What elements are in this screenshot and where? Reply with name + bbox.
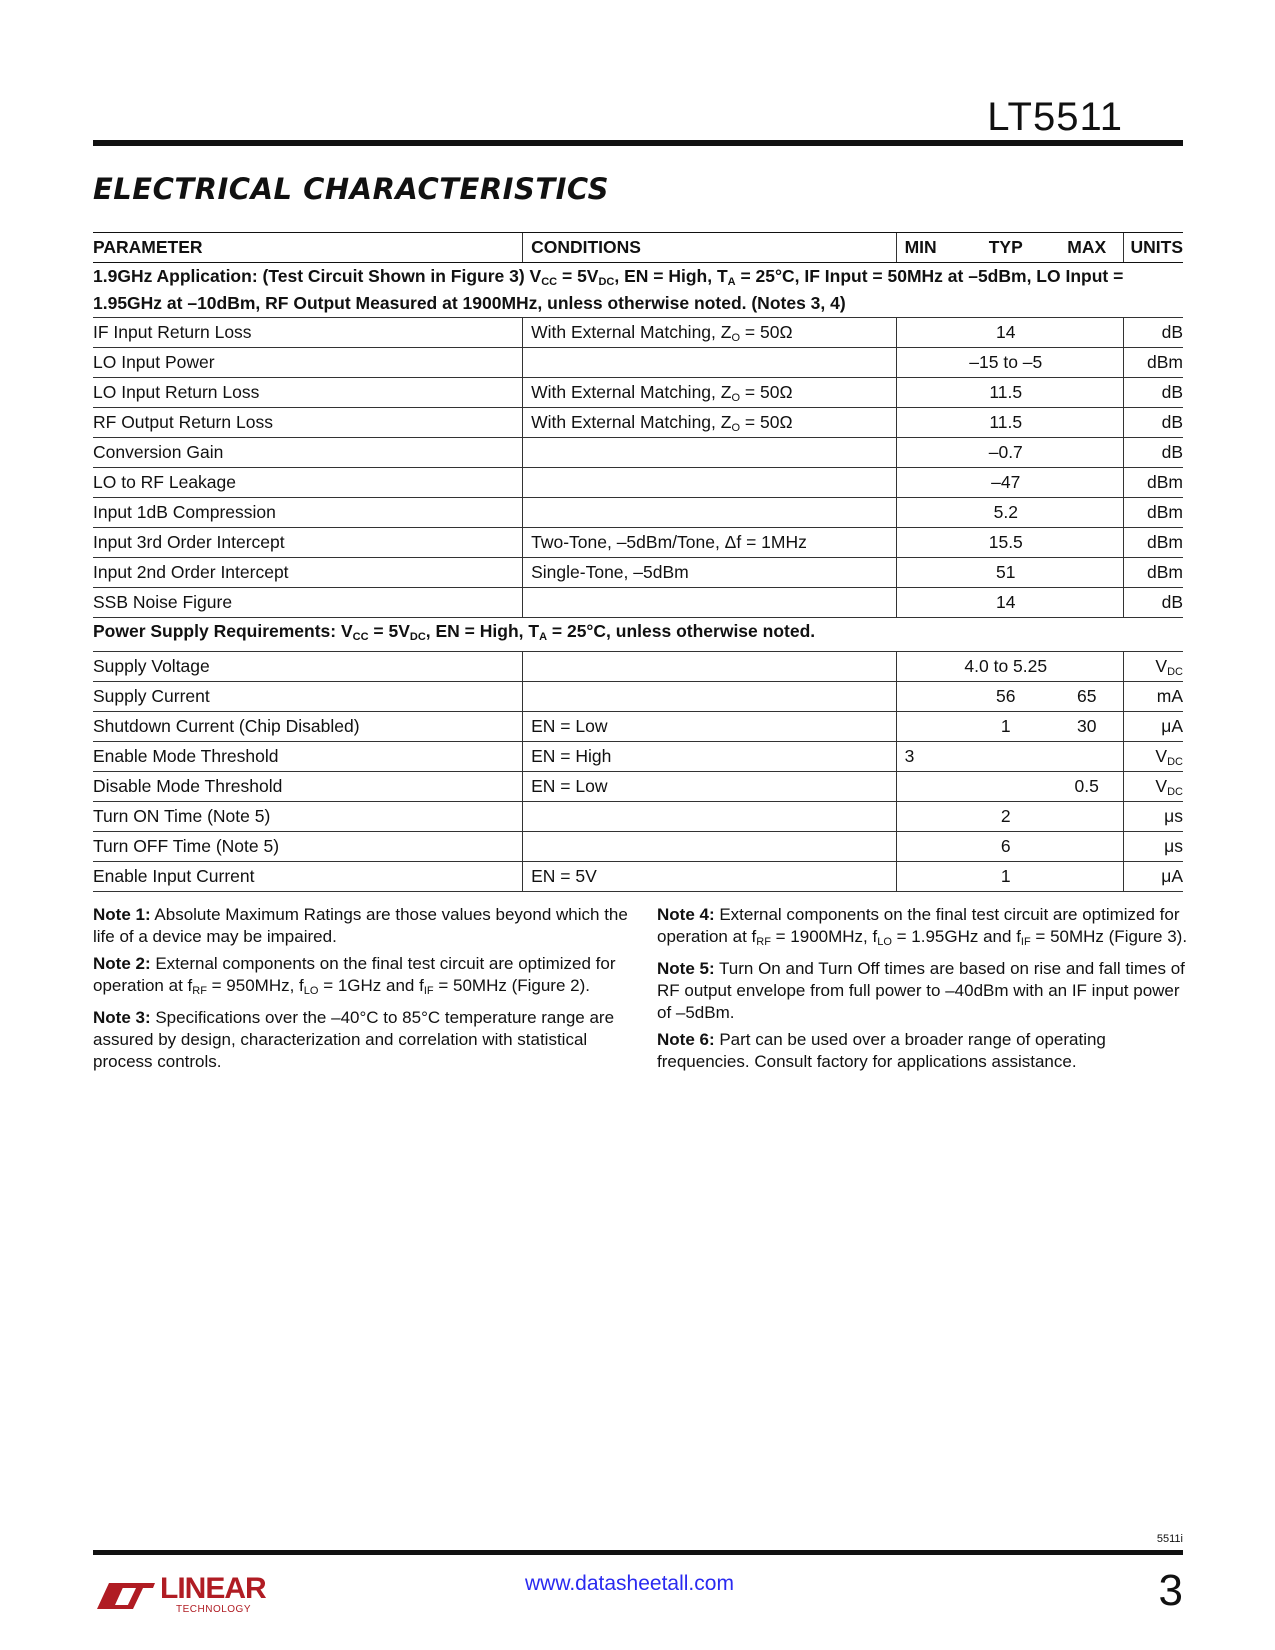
header-rule — [93, 140, 1183, 146]
cell-conditions — [523, 468, 896, 498]
cell-parameter: Input 2nd Order Intercept — [93, 558, 523, 588]
cell-parameter: SSB Noise Figure — [93, 588, 523, 618]
cell-conditions: Two-Tone, –5dBm/Tone, Δf = 1MHz — [523, 528, 896, 558]
section-title: ELECTRICAL CHARACTERISTICS — [93, 172, 610, 206]
cell-min — [896, 468, 961, 498]
cell-units: dBm — [1124, 498, 1183, 528]
cell-typ: 14 — [961, 588, 1050, 618]
cell-max — [1050, 558, 1124, 588]
cell-min — [896, 712, 961, 742]
col-units: UNITS — [1124, 233, 1183, 263]
cell-conditions: EN = Low — [523, 712, 896, 742]
cell-max — [1050, 468, 1124, 498]
cell-typ: 15.5 — [961, 528, 1050, 558]
cell-max: 0.5 — [1050, 772, 1124, 802]
cell-units: dB — [1124, 318, 1183, 348]
cell-parameter: Turn OFF Time (Note 5) — [93, 832, 523, 862]
cell-units: $V_{DC}$ — [1124, 742, 1183, 772]
cell-units: μs — [1124, 832, 1183, 862]
cell-min — [896, 682, 961, 712]
electrical-characteristics-table — [93, 232, 1183, 892]
linear-technology-logo-icon — [95, 1577, 157, 1611]
cell-min — [896, 378, 961, 408]
section-2-text: Power Supply Requirements: $V_{CC} = 5V_{DC}$, EN = High, $T_A = 25^\circ C$, unless otherwise noted. — [93, 618, 1183, 652]
cell-parameter: LO to RF Leakage — [93, 468, 523, 498]
cell-units: μs — [1124, 802, 1183, 832]
doc-code: 5511i — [1156, 1533, 1183, 1545]
cell-conditions: With External Matching, $Z_O = 50\Omega$ — [523, 318, 896, 348]
cell-typ: –0.7 — [961, 438, 1050, 468]
cell-min — [896, 528, 961, 558]
cell-units: dB — [1124, 378, 1183, 408]
cell-parameter: Conversion Gain — [93, 438, 523, 468]
cell-conditions: EN = Low — [523, 772, 896, 802]
cell-parameter: IF Input Return Loss — [93, 318, 523, 348]
cell-min — [896, 438, 961, 468]
cell-min — [896, 408, 961, 438]
table-row — [93, 438, 1183, 468]
cell-parameter: Shutdown Current (Chip Disabled) — [93, 712, 523, 742]
cell-units: $V_{DC}$ — [1124, 772, 1183, 802]
cell-parameter: Enable Input Current — [93, 862, 523, 892]
table-row — [93, 742, 1183, 772]
cell-typ: 1 — [961, 862, 1050, 892]
cell-units: dB — [1124, 408, 1183, 438]
table-row — [93, 772, 1183, 802]
cell-min — [896, 802, 961, 832]
cell-parameter: Input 1dB Compression — [93, 498, 523, 528]
cell-min — [896, 588, 961, 618]
cell-units: μA — [1124, 712, 1183, 742]
cell-typ: 14 — [961, 318, 1050, 348]
cell-max — [1050, 862, 1124, 892]
cell-typ: 4.0 to 5.25 — [961, 652, 1050, 682]
cell-conditions — [523, 802, 896, 832]
table-row — [93, 862, 1183, 892]
footer-rule — [93, 1550, 1183, 1555]
table-row — [93, 588, 1183, 618]
cell-max — [1050, 408, 1124, 438]
cell-units: $V_{DC}$ — [1124, 652, 1183, 682]
cell-conditions — [523, 682, 896, 712]
cell-typ: 51 — [961, 558, 1050, 588]
section-row-power-supply — [93, 618, 1183, 652]
table-row — [93, 528, 1183, 558]
cell-max — [1050, 832, 1124, 862]
cell-max — [1050, 742, 1124, 772]
table-row — [93, 378, 1183, 408]
cell-units: dBm — [1124, 558, 1183, 588]
cell-parameter: Supply Current — [93, 682, 523, 712]
logo-text: LINEAR — [160, 1572, 266, 1605]
cell-typ: 11.5 — [961, 378, 1050, 408]
table-row — [93, 682, 1183, 712]
cell-min — [896, 348, 961, 378]
cell-typ: –47 — [961, 468, 1050, 498]
cell-conditions — [523, 652, 896, 682]
cell-max — [1050, 348, 1124, 378]
table-row — [93, 348, 1183, 378]
cell-max — [1050, 588, 1124, 618]
note-4: Note 4: External components on the final test circuit are optimized for operation at $f_{RF} = 1900MHz$, $f_{LO} = 1.95GHz$ and $f_{IF} = 50MHz$ (Figure 3). — [657, 905, 1188, 948]
table-row — [93, 652, 1183, 682]
cell-min — [896, 832, 961, 862]
note-3: Note 3: Specifications over the –40°C to 85°C temperature range are assured by design, characterization and correlation with statistical process controls. — [93, 1008, 615, 1071]
cell-min: 3 — [896, 742, 961, 772]
cell-conditions: EN = 5V — [523, 862, 896, 892]
cell-units: dBm — [1124, 348, 1183, 378]
cell-conditions — [523, 498, 896, 528]
cell-units: mA — [1124, 682, 1183, 712]
cell-units: dBm — [1124, 528, 1183, 558]
cell-units: dBm — [1124, 468, 1183, 498]
cell-min — [896, 318, 961, 348]
table-row — [93, 558, 1183, 588]
cell-min — [896, 558, 961, 588]
cell-min — [896, 772, 961, 802]
cell-parameter: Disable Mode Threshold — [93, 772, 523, 802]
notes-right-column — [657, 904, 1197, 1078]
table-row — [93, 498, 1183, 528]
cell-typ — [961, 742, 1050, 772]
cell-conditions: With External Matching, $Z_O = 50\Omega$ — [523, 408, 896, 438]
cell-conditions: With External Matching, $Z_O = 50\Omega$ — [523, 378, 896, 408]
cell-max — [1050, 498, 1124, 528]
cell-max — [1050, 652, 1124, 682]
section-row-1p9ghz — [93, 263, 1183, 318]
table-row — [93, 468, 1183, 498]
note-6: Note 6: Part can be used over a broader range of operating frequencies. Consult factory for applications assistance. — [657, 1030, 1106, 1071]
cell-max: 65 — [1050, 682, 1124, 712]
cell-conditions — [523, 588, 896, 618]
note-5: Note 5: Turn On and Turn Off times are based on rise and fall times of RF output envelope from full power to –40dBm with an IF input power of –5dBm. — [657, 959, 1185, 1022]
cell-conditions: Single-Tone, –5dBm — [523, 558, 896, 588]
cell-typ: 11.5 — [961, 408, 1050, 438]
table-row — [93, 712, 1183, 742]
cell-parameter: RF Output Return Loss — [93, 408, 523, 438]
cell-max — [1050, 378, 1124, 408]
cell-parameter: Turn ON Time (Note 5) — [93, 802, 523, 832]
cell-typ: 2 — [961, 802, 1050, 832]
page-number: 3 — [1158, 1566, 1183, 1615]
cell-units: dB — [1124, 588, 1183, 618]
cell-max — [1050, 528, 1124, 558]
cell-max — [1050, 438, 1124, 468]
col-max: MAX — [1050, 233, 1124, 263]
cell-typ: 5.2 — [961, 498, 1050, 528]
table-row — [93, 408, 1183, 438]
cell-typ: 56 — [961, 682, 1050, 712]
notes-left-column — [93, 904, 633, 1078]
note-2: Note 2: External components on the final test circuit are optimized for operation at $f_{RF} = 950MHz$, $f_{LO} = 1GHz$ and $f_{IF} = 50MHz$ (Figure 2). — [93, 954, 616, 997]
cell-units: μA — [1124, 862, 1183, 892]
cell-min — [896, 652, 961, 682]
cell-typ: 1 — [961, 712, 1050, 742]
cell-conditions — [523, 348, 896, 378]
cell-typ: 6 — [961, 832, 1050, 862]
cell-max: 30 — [1050, 712, 1124, 742]
cell-max — [1050, 318, 1124, 348]
table-row — [93, 832, 1183, 862]
cell-parameter: Input 3rd Order Intercept — [93, 528, 523, 558]
part-number: LT5511 — [987, 95, 1123, 139]
col-typ: TYP — [961, 233, 1050, 263]
cell-typ — [961, 772, 1050, 802]
section-1-text: 1.9GHz Application: (Test Circuit Shown in Figure 3) $V_{CC} = 5V_{DC}$, EN = High, $T_A = 25^\circ C$, IF Input = 50MHz at –5dBm, LO Input = 1.95GHz at –10dBm, RF Output Measured at 1900MHz, unless otherwise noted. (Notes 3, 4) — [93, 263, 1183, 318]
col-parameter: PARAMETER — [93, 233, 523, 263]
table-row — [93, 802, 1183, 832]
cell-units: dB — [1124, 438, 1183, 468]
logo-subtext: TECHNOLOGY — [176, 1604, 252, 1615]
cell-conditions — [523, 832, 896, 862]
cell-min — [896, 862, 961, 892]
note-1: Note 1: Absolute Maximum Ratings are those values beyond which the life of a device may be impaired. — [93, 905, 628, 946]
cell-conditions — [523, 438, 896, 468]
table-header-row — [93, 233, 1183, 263]
table-row — [93, 318, 1183, 348]
col-conditions: CONDITIONS — [523, 233, 896, 263]
cell-conditions: EN = High — [523, 742, 896, 772]
website-link[interactable]: www.datasheetall.com — [525, 1572, 734, 1595]
col-min: MIN — [896, 233, 961, 263]
cell-parameter: Supply Voltage — [93, 652, 523, 682]
cell-typ: –15 to –5 — [961, 348, 1050, 378]
cell-parameter: Enable Mode Threshold — [93, 742, 523, 772]
cell-min — [896, 498, 961, 528]
cell-parameter: LO Input Return Loss — [93, 378, 523, 408]
cell-parameter: LO Input Power — [93, 348, 523, 378]
cell-max — [1050, 802, 1124, 832]
